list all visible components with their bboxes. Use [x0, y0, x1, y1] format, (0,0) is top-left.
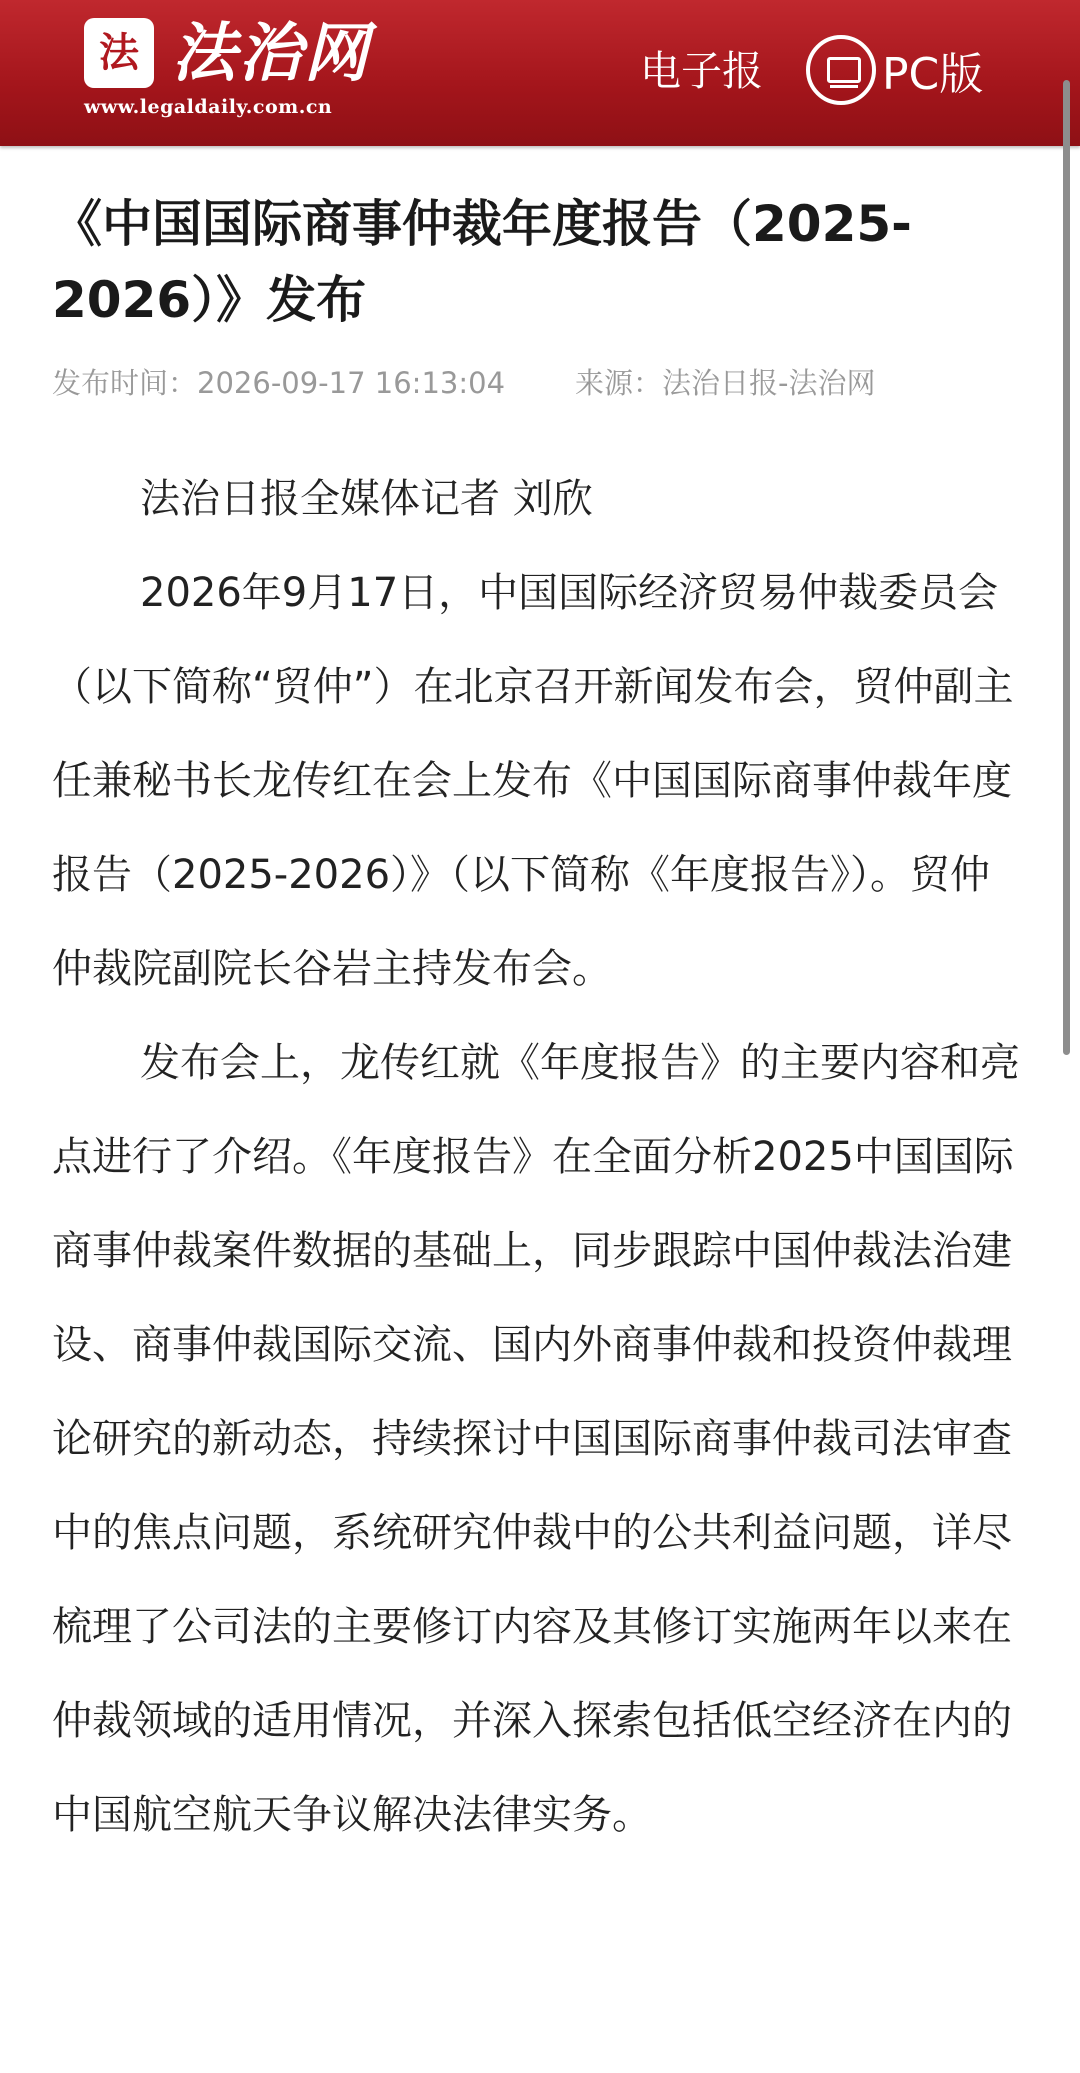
article-paragraph: 2026年9月17日，中国国际经济贸易仲裁委员会（以下简称“贸仲”）在北京召开新闻发布会，贸仲副主任兼秘书长龙传红在会上发布《中国国际商事仲裁年度报告（2025-2026）》（以下简称《年度报告》）。贸仲仲裁院副院长谷岩主持发布会。 [52, 570, 1014, 992]
pc-version-label: PC版 [882, 49, 984, 100]
logo-url: www.legaldaily.com.cn [84, 96, 333, 118]
monitor-icon [806, 35, 876, 105]
top-header [0, 0, 1080, 146]
article-meta [52, 358, 876, 408]
logo-name: 法治网 [172, 16, 370, 91]
vertical-scrollbar[interactable] [1063, 80, 1070, 1055]
publish-time-label: 发布时间： [52, 366, 198, 400]
logo-emblem-icon: 法 [84, 18, 154, 88]
article-body [52, 452, 1024, 1862]
epaper-link[interactable]: 电子报 [640, 47, 763, 95]
source-value: 法治日报-法治网 [662, 366, 876, 400]
article-paragraph: 发布会上，龙传红就《年度报告》的主要内容和亮点进行了介绍。《年度报告》在全面分析2025中国国际商事仲裁案件数据的基础上，同步跟踪中国仲裁法治建设、商事仲裁国际交流、国内外商事仲裁和投资仲裁理论研究的新动态，持续探讨中国国际商事仲裁司法审查中的焦点问题，系统研究仲裁中的公共利益问题，详尽梳理了公司法的主要修订内容及其修订实施两年以来在仲裁领域的适用情况，并深入探索包括低空经济在内的中国航空航天争议解决法律实务。 [52, 1040, 1020, 1838]
publish-time: 2026-09-17 16:13:04 [197, 366, 506, 400]
pc-version-link[interactable] [806, 30, 983, 110]
article-title: 《中国国际商事仲裁年度报告（2025-2026）》发布 [52, 195, 912, 329]
site-logo[interactable] [84, 12, 370, 122]
source-label: 来源： [575, 366, 663, 400]
article-byline: 法治日报全媒体记者 刘欣 [140, 476, 593, 522]
